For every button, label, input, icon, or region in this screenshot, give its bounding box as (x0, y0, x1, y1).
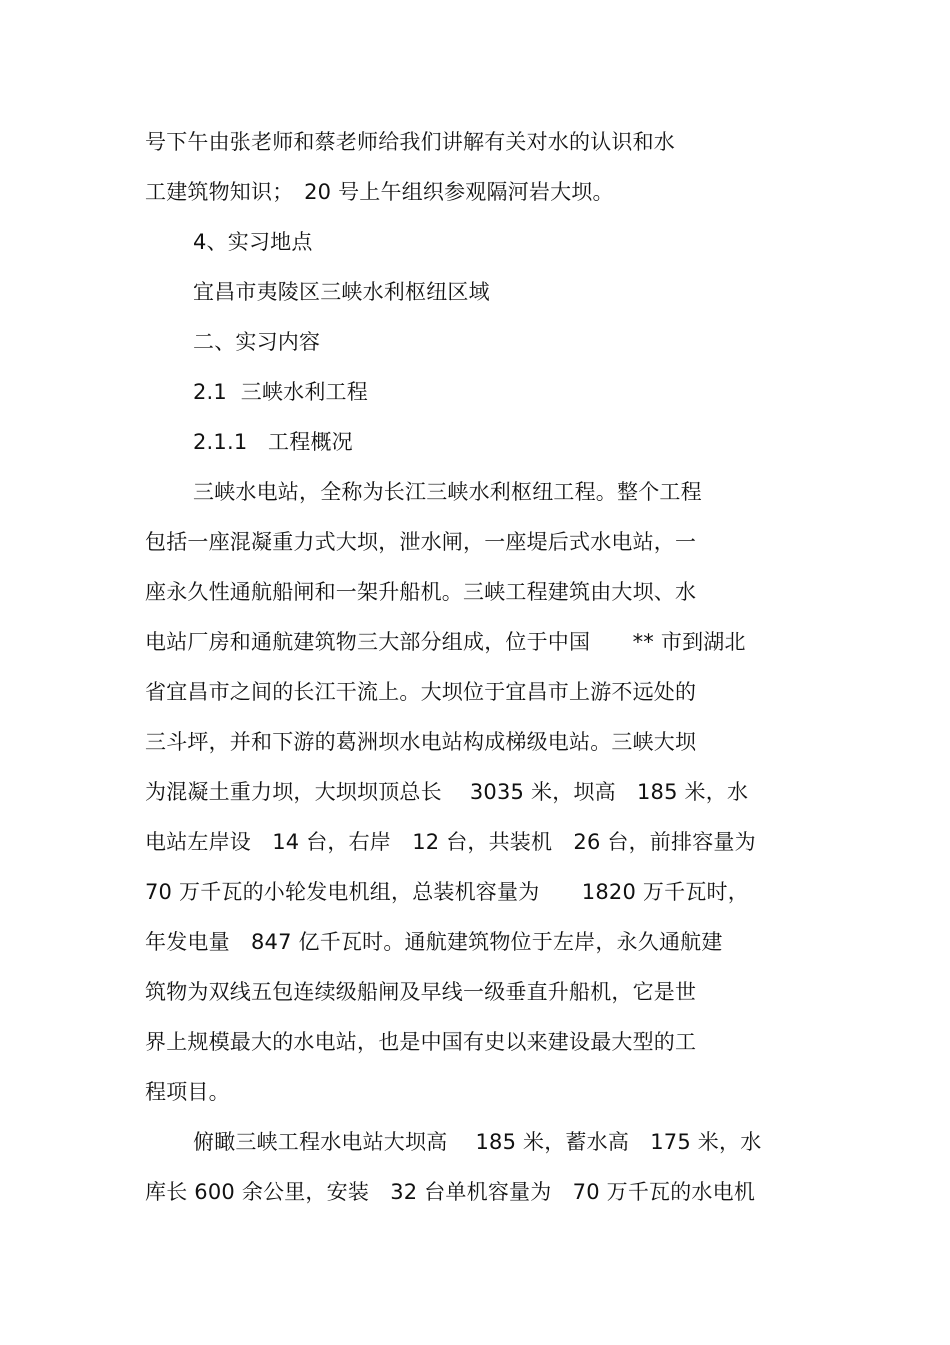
text-line: 工建筑物知识； 20 号上午组织参观隔河岩大坝。 (145, 180, 614, 204)
text-line: 三斗坪，并和下游的葛洲坝水电站构成梯级电站。三峡大坝 (145, 730, 697, 754)
text-line: 70 万千瓦的小轮发电机组，总装机容量为 1820 万千瓦时， (145, 880, 749, 904)
subsection-heading: 2.1 三峡水利工程 (193, 380, 368, 404)
text-line: 座永久性通航船闸和一架升船机。三峡工程建筑由大坝、水 (145, 580, 697, 604)
text-line: 包括一座混凝重力式大坝，泄水闸，一座堤后式水电站，一 (145, 530, 697, 554)
text-line: 筑物为双线五包连续级船闸及早线一级垂直升船机，它是世 (145, 980, 697, 1004)
text-line: 号下午由张老师和蔡老师给我们讲解有关对水的认识和水 (145, 130, 675, 154)
text-line: 电站左岸设 14 台，右岸 12 台，共装机 26 台，前排容量为 (145, 830, 756, 854)
subsection-heading: 2.1.1 工程概况 (193, 430, 353, 454)
text-line: 电站厂房和通航建筑物三大部分组成，位于中国 ** 市到湖北 (145, 630, 746, 654)
text-line: 三峡水电站，全称为长江三峡水利枢纽工程。整个工程 (193, 480, 702, 504)
section-heading: 4、实习地点 (193, 230, 313, 254)
text-line: 程项目。 (145, 1080, 230, 1104)
text-line: 为混凝土重力坝，大坝坝顶总长 3035 米，坝高 185 米，水 (145, 780, 749, 804)
text-line: 俯瞰三峡工程水电站大坝高 185 米，蓄水高 175 米，水 (193, 1130, 762, 1154)
text-line: 宜昌市夷陵区三峡水利枢纽区域 (193, 280, 490, 304)
text-line: 省宜昌市之间的长江干流上。大坝位于宜昌市上游不远处的 (145, 680, 697, 704)
text-line: 库长 600 余公里，安装 32 台单机容量为 70 万千瓦的水电机 (145, 1180, 756, 1204)
section-heading: 二、实习内容 (193, 330, 321, 354)
text-line: 年发电量 847 亿千瓦时。通航建筑物位于左岸，永久通航建 (145, 930, 723, 954)
text-line: 界上规模最大的水电站，也是中国有史以来建设最大型的工 (145, 1030, 697, 1054)
